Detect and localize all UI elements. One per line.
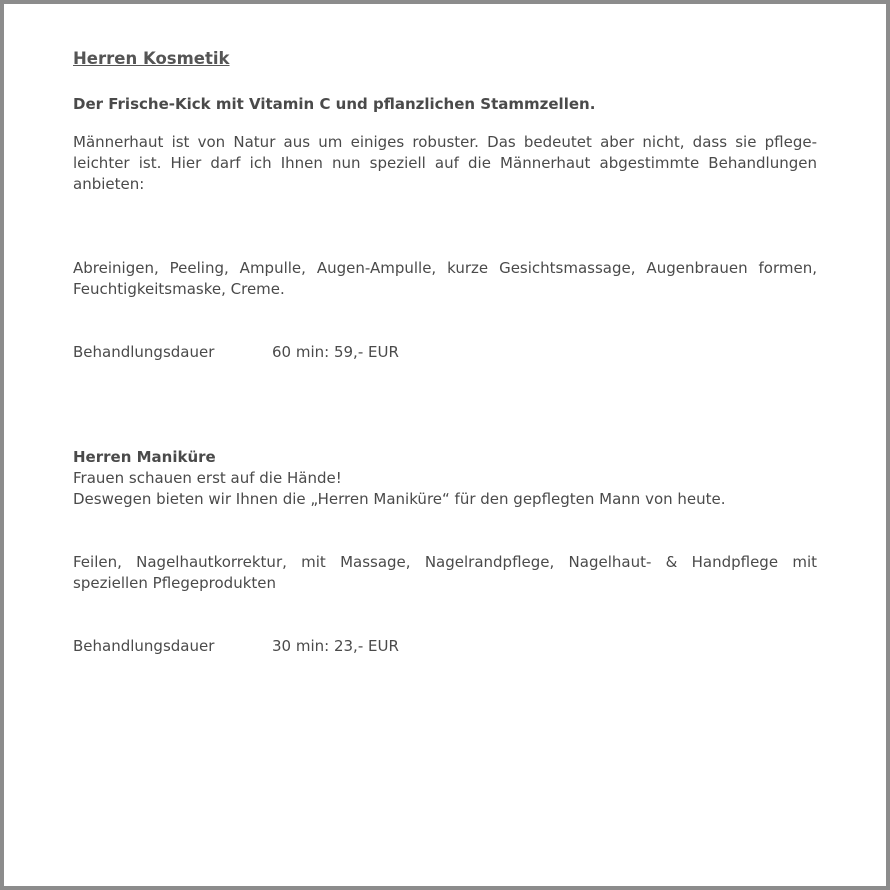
intro-paragraph: Männerhaut ist von Natur aus um einiges robuster. Das bedeutet aber nicht, dass sie pflege-leichter ist. Hier darf ich Ihnen nun speziell auf die Männerhaut abgestimmte Behandlungen anbieten: [73,133,817,193]
section-subtitle: Der Frische-Kick mit Vitamin C und pflanzlichen Stammzellen. [73,95,596,113]
spacer [73,510,817,552]
duration-label: Behandlungsdauer [73,343,215,361]
treatment-list-manikuere: Feilen, Nagelhautkorrektur, mit Massage, Nagelrandpflege, Nagelhaut- & Handpflege mit speziellen Pflegeprodukten [73,553,817,592]
duration-row-manikuere [73,636,817,657]
page-content [73,48,817,657]
spacer [73,363,817,447]
spacer [73,300,817,342]
duration-row-kosmetik [73,342,817,363]
manikuere-line-1: Frauen schauen erst auf die Hände! [73,469,342,487]
duration-price: 60 min: 59,- EUR [272,343,399,361]
treatment-list-kosmetik: Abreinigen, Peeling, Ampulle, Augen-Ampulle, kurze Gesichtsmassage, Augenbrauen formen, Feuchtigkeitsmaske, Creme. [73,259,817,298]
spacer [73,195,817,258]
duration-price: 30 min: 23,- EUR [272,637,399,655]
section-title-herren-manikuere: Herren Maniküre [73,448,216,466]
duration-label: Behandlungsdauer [73,637,215,655]
spacer [73,594,817,636]
section-title-herren-kosmetik: Herren Kosmetik [73,49,230,68]
manikuere-line-2: Deswegen bieten wir Ihnen die „Herren Maniküre“ für den gepflegten Mann von heute. [73,490,726,508]
